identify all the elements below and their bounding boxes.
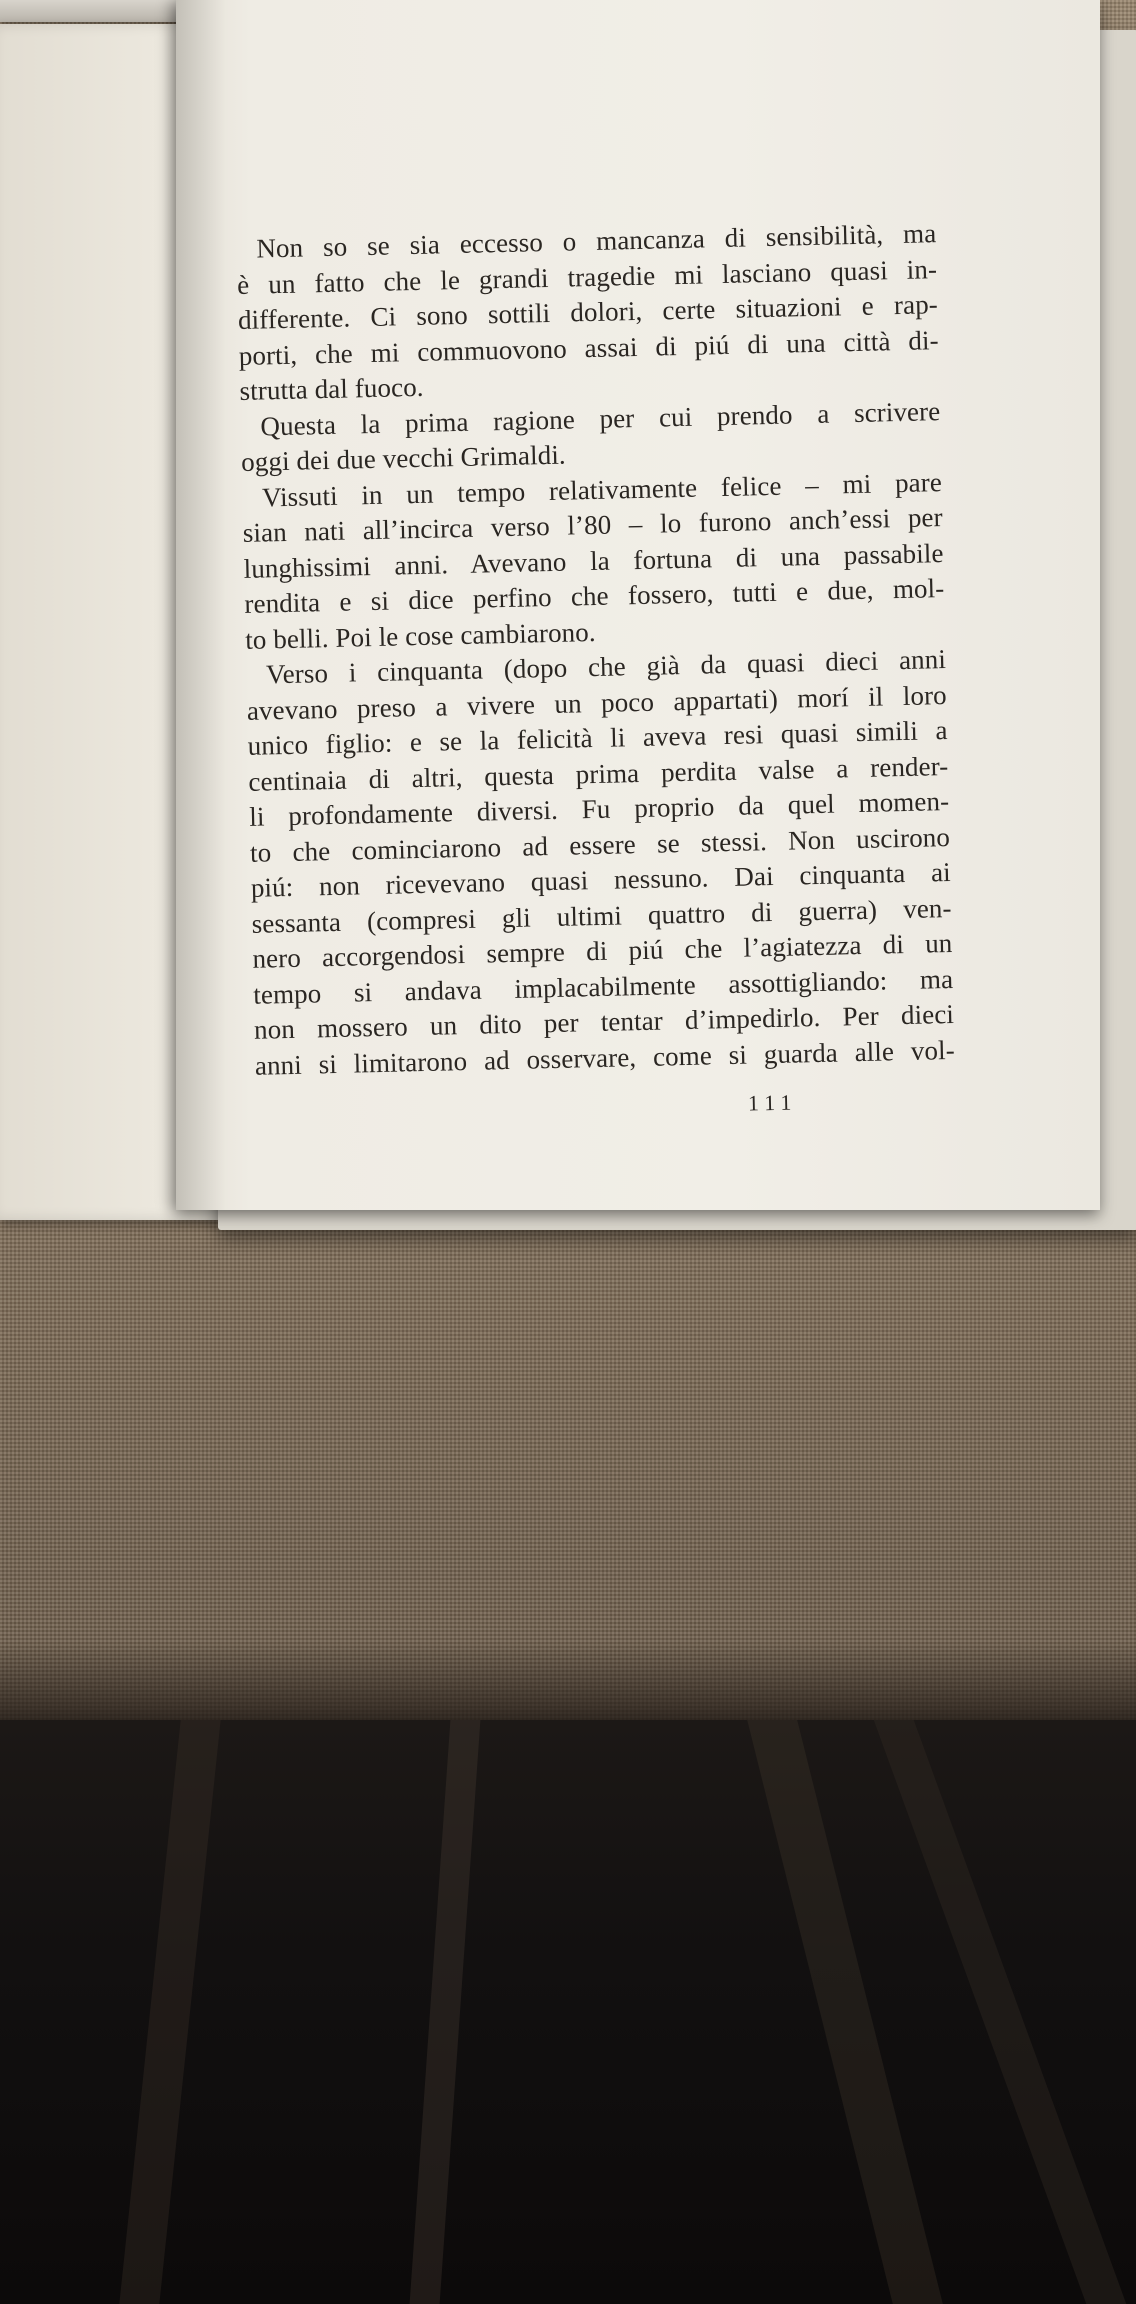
text-line: lunghissimi anni. Avevano la fortuna di una passabile xyxy=(243,537,944,584)
text-line: strutta dal fuoco. xyxy=(239,371,424,406)
text-line: Questa la prima ragione per cui prendo a scrivere xyxy=(260,395,941,441)
text-line: non mossero un dito per tentar d’impedirlo. Per dieci xyxy=(253,998,955,1045)
page-number: 111 xyxy=(747,1089,798,1116)
text-line: Verso i cinquanta (dopo che già da quasi dieci anni xyxy=(265,644,947,690)
text-line: nero accorgendosi sempre di piú che l’agiatezza di un xyxy=(252,927,953,974)
text-line: è un fatto che le grandi tragedie mi lasciano quasi in- xyxy=(236,253,938,300)
text-line: rendita e si dice perfino che fossero, tutti e due, mol- xyxy=(244,573,945,619)
text-line: avevano preso a vivere un poco appartati) morí il loro xyxy=(246,679,948,726)
body-text xyxy=(236,216,955,1084)
text-line: sessanta (compresi gli ultimi quattro di guerra) ven- xyxy=(251,892,952,939)
text-line: tempo si andava implacabilmente assottigliando: ma xyxy=(252,963,954,1010)
text-line: li profondamente diversi. Fu proprio da quel momen- xyxy=(248,785,950,832)
text-line: differente. Ci sono sottili dolori, certe situazioni e rap- xyxy=(237,289,939,335)
text-line: piú: non ricevevano quasi nessuno. Dai cinquanta ai xyxy=(250,856,952,903)
text-line: to che cominciarono ad essere se stessi. Non uscirono xyxy=(249,821,951,868)
text-line: to belli. Poi le cose cambiarono. xyxy=(244,616,596,655)
gutter-shadow xyxy=(176,0,226,1210)
text-line: sian nati all’incirca verso l’80 – lo furono anch’essi per xyxy=(242,502,943,548)
text-line: anni si limitarono ad osservare, come si guarda alle vol- xyxy=(254,1034,956,1081)
text-line: Non so se sia eccesso o mancanza di sensibilità, ma xyxy=(256,218,937,264)
text-line: Vissuti in un tempo relativamente felice – mi pare xyxy=(261,466,943,512)
text-line: oggi dei due vecchi Grimaldi. xyxy=(240,439,567,477)
text-line: porti, che mi commuovono assai di piú di una città di- xyxy=(238,324,939,371)
text-line: centinaia di altri, questa prima perdita valse a render- xyxy=(248,750,949,797)
text-line: unico figlio: e se la felicità li aveva resi quasi simili a xyxy=(247,714,948,761)
